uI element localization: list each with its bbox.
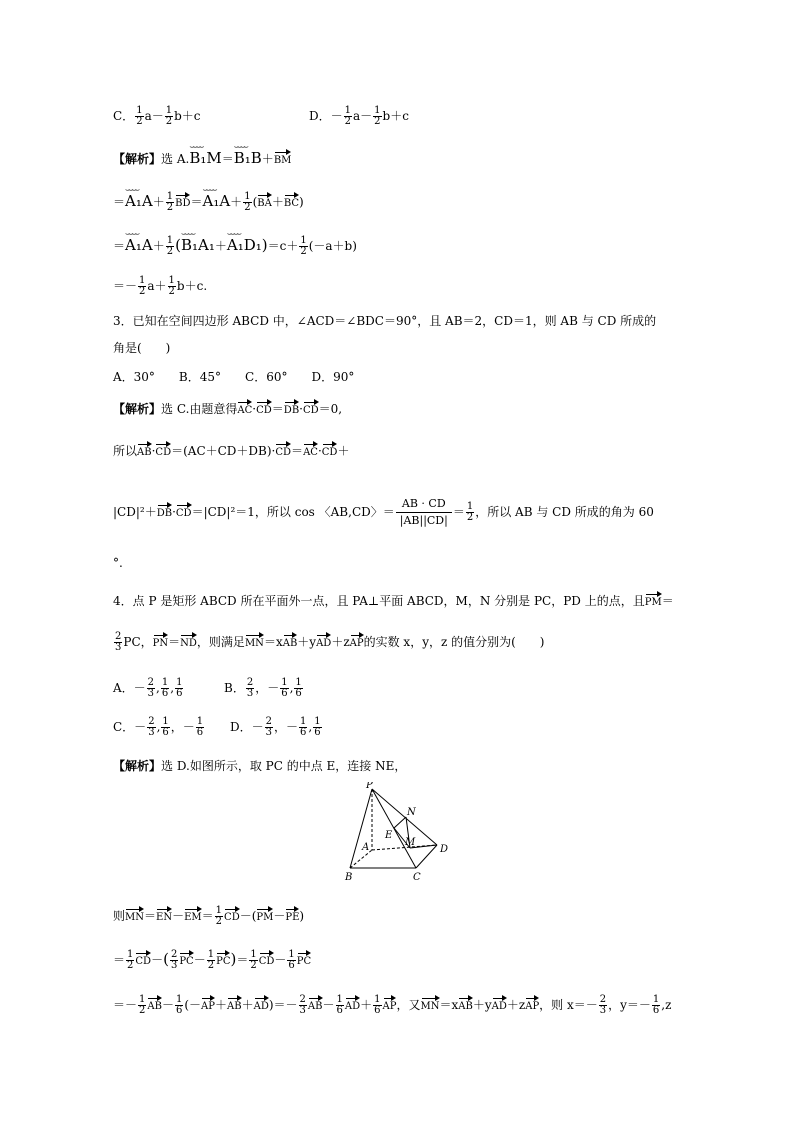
fraction bbox=[135, 106, 143, 127]
math-text: ＝ bbox=[221, 152, 234, 166]
fraction bbox=[161, 717, 169, 738]
math-text: 的实数 x，y，z 的值分别为( ) bbox=[363, 635, 545, 649]
solution-tag: 【解析】 bbox=[113, 152, 162, 166]
denominator: 6 bbox=[652, 1005, 660, 1016]
fraction bbox=[196, 717, 204, 738]
vector: CD bbox=[155, 442, 171, 458]
numerator: 1 bbox=[166, 235, 174, 246]
label-b: B bbox=[345, 872, 353, 883]
fraction bbox=[168, 276, 176, 297]
vector: DB bbox=[157, 503, 172, 519]
math-text: － bbox=[151, 953, 164, 967]
vector: ⌣⌣⌣⌣ B₁A₁ bbox=[181, 233, 215, 253]
numerator: 1 bbox=[300, 716, 307, 727]
vector: CD bbox=[135, 951, 151, 967]
vector: CD bbox=[259, 951, 275, 967]
math-text bbox=[350, 789, 372, 868]
math-text: ＋z bbox=[506, 998, 526, 1012]
vector: DB bbox=[284, 400, 299, 416]
cos-fraction bbox=[396, 496, 452, 529]
vector: ⌣⌣⌣⌣ A₁A bbox=[202, 189, 230, 209]
math-text: 【解析】 bbox=[113, 402, 162, 416]
math-text: ) bbox=[230, 950, 237, 968]
denominator: 3 bbox=[147, 688, 155, 699]
math-text: (－a＋b) bbox=[308, 239, 357, 253]
vector: AD bbox=[316, 633, 331, 649]
vector: MN bbox=[421, 996, 440, 1012]
math-text: b＋c bbox=[174, 109, 201, 123]
denominator: 3 bbox=[246, 688, 254, 699]
math-text: , bbox=[156, 720, 161, 734]
denominator: 6 bbox=[295, 688, 302, 699]
q3-solution-line-2 bbox=[113, 442, 349, 459]
math-text bbox=[416, 845, 437, 868]
math-text: ，则 x＝－ bbox=[539, 998, 598, 1012]
math-text: ＝0, bbox=[318, 402, 343, 416]
vector: EM bbox=[184, 907, 202, 923]
math-text: ，又 bbox=[396, 998, 421, 1012]
math-text: ＋ bbox=[230, 195, 243, 209]
math-text: ,z bbox=[661, 998, 672, 1012]
numerator: 1 bbox=[466, 501, 474, 512]
fraction bbox=[175, 995, 183, 1016]
math-text: ( bbox=[252, 195, 258, 209]
denominator: 6 bbox=[300, 727, 307, 738]
vector: AD bbox=[492, 996, 507, 1012]
math-text: PC， bbox=[123, 635, 153, 649]
label-n: N bbox=[407, 807, 416, 818]
q4-solution-intro bbox=[113, 758, 406, 774]
numerator: 1 bbox=[139, 994, 146, 1005]
vector: AP bbox=[525, 996, 539, 1012]
vector: AP bbox=[383, 996, 397, 1012]
denominator: 6 bbox=[196, 727, 204, 738]
numerator: 2 bbox=[148, 716, 155, 727]
fraction bbox=[652, 995, 660, 1016]
denominator: 3 bbox=[299, 1005, 306, 1016]
math-text: －( bbox=[239, 909, 257, 923]
math-text: ＝ bbox=[113, 953, 126, 967]
q4-choice-a bbox=[113, 678, 184, 699]
denominator: 6 bbox=[374, 1005, 381, 1016]
math-text: ，所以 AB 与 CD 所成的角为 60 bbox=[475, 505, 654, 519]
vector: AB bbox=[308, 996, 323, 1012]
fraction bbox=[287, 950, 295, 971]
numerator: 1 bbox=[336, 994, 343, 1005]
numerator: 1 bbox=[215, 905, 223, 916]
q3-solution-line-3 bbox=[113, 496, 654, 529]
math-text: ，则满足 bbox=[196, 635, 245, 649]
numerator: 1 bbox=[295, 677, 302, 688]
math-text: ＝ bbox=[144, 909, 157, 923]
numerator: 1 bbox=[344, 105, 351, 116]
math-text: ＝ bbox=[113, 195, 126, 209]
numerator: 1 bbox=[165, 105, 173, 116]
math-text: , bbox=[289, 681, 294, 695]
vector: CD bbox=[176, 503, 192, 519]
numerator: 2 bbox=[170, 949, 178, 960]
label-a: A bbox=[362, 842, 370, 853]
fraction bbox=[599, 995, 607, 1016]
math-text: · bbox=[151, 444, 156, 458]
vector: PC bbox=[216, 951, 230, 967]
math-text: ＝－ bbox=[113, 279, 138, 293]
fraction bbox=[161, 678, 169, 699]
q3-stem-2: 角是( ) bbox=[113, 341, 171, 355]
vector: PE bbox=[285, 907, 299, 923]
math-text: ＋ bbox=[215, 998, 228, 1012]
fraction bbox=[299, 236, 307, 257]
numerator: 2 bbox=[265, 716, 272, 727]
vector: MN bbox=[125, 907, 144, 923]
numerator: 1 bbox=[175, 994, 183, 1005]
math-text: |CD|²＋ bbox=[113, 505, 157, 519]
numerator: 1 bbox=[207, 949, 215, 960]
math-text: ，－ bbox=[255, 681, 280, 695]
numerator: 1 bbox=[652, 994, 660, 1005]
math-text: ＝x bbox=[439, 998, 459, 1012]
vector: BM bbox=[274, 150, 292, 166]
vector: EN bbox=[156, 907, 172, 923]
denominator: 2 bbox=[165, 116, 173, 127]
math-text: － bbox=[161, 998, 174, 1012]
vector: BD bbox=[175, 193, 190, 209]
math-text: ＝|CD|²＝1，所以 cos 〈AB,CD〉＝ bbox=[191, 505, 395, 519]
math-text: ) bbox=[299, 195, 304, 209]
vector: MN bbox=[245, 633, 264, 649]
fraction bbox=[138, 995, 146, 1016]
numerator: 2 bbox=[147, 677, 155, 688]
math-text: · bbox=[299, 402, 303, 416]
vector: CD bbox=[256, 400, 272, 416]
fraction bbox=[138, 276, 146, 297]
fraction bbox=[215, 906, 223, 927]
numerator: AB · CD bbox=[396, 496, 452, 513]
numerator: 1 bbox=[161, 677, 169, 688]
vector: AB bbox=[227, 996, 242, 1012]
denominator: 2 bbox=[244, 202, 251, 213]
fraction bbox=[165, 106, 173, 127]
denominator: 2 bbox=[300, 246, 307, 257]
math-text: · bbox=[317, 444, 322, 458]
fraction bbox=[313, 717, 321, 738]
vector: PN bbox=[153, 633, 168, 649]
math-text: ＋ bbox=[261, 152, 274, 166]
denominator: |AB||CD| bbox=[399, 514, 448, 527]
fraction bbox=[294, 678, 302, 699]
math-text: ＝ bbox=[452, 505, 465, 519]
vector: ⌣⌣⌣⌣ A₁D₁ bbox=[227, 233, 262, 253]
math-text: ( bbox=[163, 950, 169, 968]
math-text: 选 D.如图所示，取 PC 的中点 E，连接 NE， bbox=[161, 759, 407, 773]
denominator: 6 bbox=[162, 727, 169, 738]
denominator: 6 bbox=[281, 688, 288, 699]
math-text: ＝c＋ bbox=[267, 239, 299, 253]
vector: PC bbox=[179, 951, 193, 967]
fraction bbox=[126, 950, 134, 971]
fraction bbox=[114, 632, 122, 653]
math-text: 选 C.由题意得 bbox=[161, 402, 238, 416]
denominator: 6 bbox=[288, 960, 295, 971]
q3-choices: A．30° B．45° C．60° D．90° bbox=[113, 370, 355, 384]
math-text: ＋ bbox=[360, 998, 373, 1012]
denominator: 3 bbox=[599, 1005, 607, 1016]
math-text: ＋y bbox=[472, 998, 492, 1012]
pyramid-figure bbox=[340, 782, 460, 886]
fraction bbox=[147, 717, 155, 738]
label-c: C bbox=[413, 872, 421, 883]
fraction bbox=[147, 678, 155, 699]
vector: AD bbox=[254, 996, 269, 1012]
math-text: (－ bbox=[184, 998, 202, 1012]
option-c bbox=[113, 106, 201, 127]
numerator: 1 bbox=[314, 716, 321, 727]
math-text: ＝ bbox=[201, 909, 214, 923]
q4-solution-line-1 bbox=[113, 906, 304, 927]
numerator: 1 bbox=[374, 105, 381, 116]
math-text: － bbox=[274, 953, 287, 967]
fraction bbox=[299, 717, 307, 738]
numerator: 1 bbox=[136, 105, 143, 116]
vector: AB bbox=[147, 996, 162, 1012]
math-text: ＋ bbox=[152, 239, 165, 253]
math-text: ＝x bbox=[263, 635, 283, 649]
solution-1-line-4 bbox=[113, 276, 207, 297]
denominator: 2 bbox=[168, 286, 175, 297]
vector: CD bbox=[303, 400, 319, 416]
label-e: E bbox=[385, 830, 393, 841]
denominator: 2 bbox=[139, 1005, 146, 1016]
q3-stem: 3．已知在空间四边形 ABCD 中，∠ACD＝∠BDC＝90°，且 AB＝2，CD＝1，则 AB 与 CD 所成的 bbox=[113, 314, 657, 328]
fraction bbox=[466, 502, 474, 523]
denominator: 3 bbox=[148, 727, 155, 738]
math-text: ＝－ bbox=[113, 998, 138, 1012]
math-text: b＋c bbox=[382, 109, 409, 123]
fraction bbox=[373, 106, 381, 127]
q3-solution-line-1 bbox=[113, 400, 342, 417]
math-text: 选 A. bbox=[161, 152, 190, 166]
vector: ⌣⌣⌣⌣ B₁M bbox=[189, 146, 221, 166]
vector: PM bbox=[256, 907, 273, 923]
vector: AB bbox=[458, 996, 473, 1012]
q4-stem-1 bbox=[113, 592, 674, 609]
math-text: 所以 bbox=[113, 444, 138, 458]
numerator: 1 bbox=[196, 716, 204, 727]
vector: ⌣⌣⌣⌣ A₁A bbox=[125, 189, 153, 209]
math-text: ＋z bbox=[331, 635, 350, 649]
fraction bbox=[166, 236, 174, 257]
vector: BA bbox=[257, 193, 272, 209]
vector: PC bbox=[297, 951, 311, 967]
math-text: D．－ bbox=[230, 720, 264, 734]
math-text: )＝－ bbox=[268, 998, 298, 1012]
math-text: ＋y bbox=[297, 635, 317, 649]
math-text: b＋c. bbox=[176, 279, 208, 293]
math-text: ＋ bbox=[214, 239, 227, 253]
math-text: , bbox=[308, 720, 313, 734]
denominator: 6 bbox=[314, 727, 321, 738]
denominator: 2 bbox=[139, 286, 146, 297]
q4-solution-line-2 bbox=[113, 950, 311, 971]
fraction bbox=[265, 717, 273, 738]
vector: ND bbox=[180, 633, 197, 649]
vector: CD bbox=[275, 442, 291, 458]
math-text: ，y＝－ bbox=[608, 998, 651, 1012]
denominator: 2 bbox=[207, 960, 215, 971]
q4-choice-c bbox=[113, 717, 205, 738]
fraction bbox=[280, 678, 288, 699]
option-d bbox=[309, 106, 409, 127]
q4-solution-line-3 bbox=[113, 995, 671, 1016]
denominator: 3 bbox=[115, 642, 122, 653]
math-text: 4．点 P 是矩形 ABCD 所在平面外一点，且 PA⊥平面 ABCD，M，N 分别是 PC，PD 上的点，且 bbox=[113, 594, 645, 608]
math-text: － bbox=[172, 909, 185, 923]
math-text: ＝ bbox=[113, 239, 126, 253]
math-text: ( bbox=[175, 236, 181, 254]
vector: AP bbox=[201, 996, 215, 1012]
math-text: ＝ bbox=[271, 402, 284, 416]
math-text: a＋ bbox=[147, 279, 167, 293]
math-text: ＝ bbox=[661, 594, 674, 608]
vector: ⌣⌣⌣⌣ A₁A bbox=[125, 233, 153, 253]
denominator: 6 bbox=[336, 1005, 343, 1016]
math-text: ，－ bbox=[274, 720, 299, 734]
denominator: 2 bbox=[374, 116, 381, 127]
fraction bbox=[249, 950, 257, 971]
vector: AC bbox=[237, 400, 252, 416]
numerator: 2 bbox=[246, 677, 254, 688]
math-text: － bbox=[193, 953, 206, 967]
math-text: － bbox=[322, 998, 335, 1012]
math-text: B． bbox=[224, 681, 245, 695]
math-text: C． bbox=[113, 109, 135, 123]
denominator: 2 bbox=[215, 916, 223, 927]
label-p: P bbox=[366, 782, 373, 791]
math-text: ) bbox=[261, 236, 268, 254]
math-text: ＋ bbox=[152, 195, 165, 209]
math-text: ，－ bbox=[170, 720, 195, 734]
math-text: ＝ bbox=[291, 444, 304, 458]
math-text: A．－ bbox=[113, 681, 146, 695]
numerator: 1 bbox=[127, 949, 134, 960]
math-text: · bbox=[172, 505, 176, 519]
denominator: 2 bbox=[166, 202, 174, 213]
denominator: 2 bbox=[136, 116, 143, 127]
math-text: 【解析】 bbox=[113, 759, 162, 773]
numerator: 1 bbox=[176, 677, 183, 688]
vector: AC bbox=[303, 442, 318, 458]
vector: BC bbox=[284, 193, 299, 209]
math-text: ＋ bbox=[337, 444, 350, 458]
math-text: C．－ bbox=[113, 720, 147, 734]
fraction bbox=[207, 950, 215, 971]
denominator: 3 bbox=[170, 960, 178, 971]
vector: CD bbox=[322, 442, 338, 458]
math-text: · bbox=[252, 402, 257, 416]
solution-1-line-3 bbox=[113, 233, 357, 257]
math-text: － bbox=[273, 909, 286, 923]
math-text: ) bbox=[299, 909, 305, 923]
q4-choice-b bbox=[224, 678, 304, 699]
denominator: 2 bbox=[466, 512, 474, 523]
math-text bbox=[394, 817, 406, 828]
fraction bbox=[246, 678, 254, 699]
numerator: 2 bbox=[299, 994, 306, 1005]
numerator: 1 bbox=[168, 275, 175, 286]
denominator: 2 bbox=[344, 116, 351, 127]
vector: AB bbox=[283, 633, 298, 649]
math-text: ＋ bbox=[271, 195, 284, 209]
label-d: D bbox=[440, 844, 449, 855]
fraction bbox=[166, 192, 174, 213]
math-text bbox=[350, 789, 437, 868]
vector: CD bbox=[224, 907, 240, 923]
numerator: 1 bbox=[166, 191, 174, 202]
denominator: 2 bbox=[250, 960, 257, 971]
denominator: 2 bbox=[166, 246, 174, 257]
math-text: ＝ bbox=[190, 195, 203, 209]
math-text: ＝ bbox=[168, 635, 181, 649]
math-text: D．－ bbox=[309, 109, 343, 123]
math-text: ＋ bbox=[241, 998, 254, 1012]
math-text: a－ bbox=[144, 109, 164, 123]
solution-1-line-1 bbox=[113, 146, 291, 167]
numerator: 1 bbox=[250, 949, 257, 960]
q3-solution-line-4: °. bbox=[113, 556, 123, 570]
numerator: 1 bbox=[139, 275, 146, 286]
label-m: M bbox=[405, 837, 416, 848]
denominator: 6 bbox=[176, 688, 183, 699]
denominator: 6 bbox=[161, 688, 169, 699]
vector: AB bbox=[137, 442, 152, 458]
math-text: , bbox=[156, 681, 160, 695]
vector: AD bbox=[345, 996, 360, 1012]
denominator: 6 bbox=[175, 1005, 183, 1016]
numerator: 1 bbox=[281, 677, 288, 688]
math-text: 则 bbox=[113, 909, 126, 923]
numerator: 1 bbox=[288, 949, 295, 960]
q4-choice-d bbox=[230, 717, 323, 738]
solution-1-line-2 bbox=[113, 189, 304, 213]
math-text: , bbox=[170, 681, 175, 695]
denominator: 3 bbox=[265, 727, 272, 738]
fraction bbox=[170, 950, 178, 971]
numerator: 2 bbox=[599, 994, 607, 1005]
math-text: ＝(AC＋CD＋DB)· bbox=[171, 444, 276, 458]
denominator: 2 bbox=[127, 960, 134, 971]
fraction bbox=[344, 106, 352, 127]
q4-stem-2 bbox=[113, 632, 544, 653]
numerator: 1 bbox=[244, 191, 251, 202]
math-text: a－ bbox=[353, 109, 373, 123]
fraction bbox=[299, 995, 307, 1016]
fraction bbox=[175, 678, 183, 699]
numerator: 2 bbox=[115, 631, 122, 642]
numerator: 1 bbox=[374, 994, 381, 1005]
vector: PM bbox=[645, 592, 662, 608]
numerator: 1 bbox=[162, 716, 169, 727]
fraction bbox=[243, 192, 251, 213]
vector: ⌣⌣⌣⌣ B₁B bbox=[234, 146, 262, 166]
numerator: 1 bbox=[300, 235, 307, 246]
math-text: ＝ bbox=[236, 953, 249, 967]
fraction bbox=[336, 995, 344, 1016]
fraction bbox=[373, 995, 381, 1016]
vector: AP bbox=[350, 633, 364, 649]
